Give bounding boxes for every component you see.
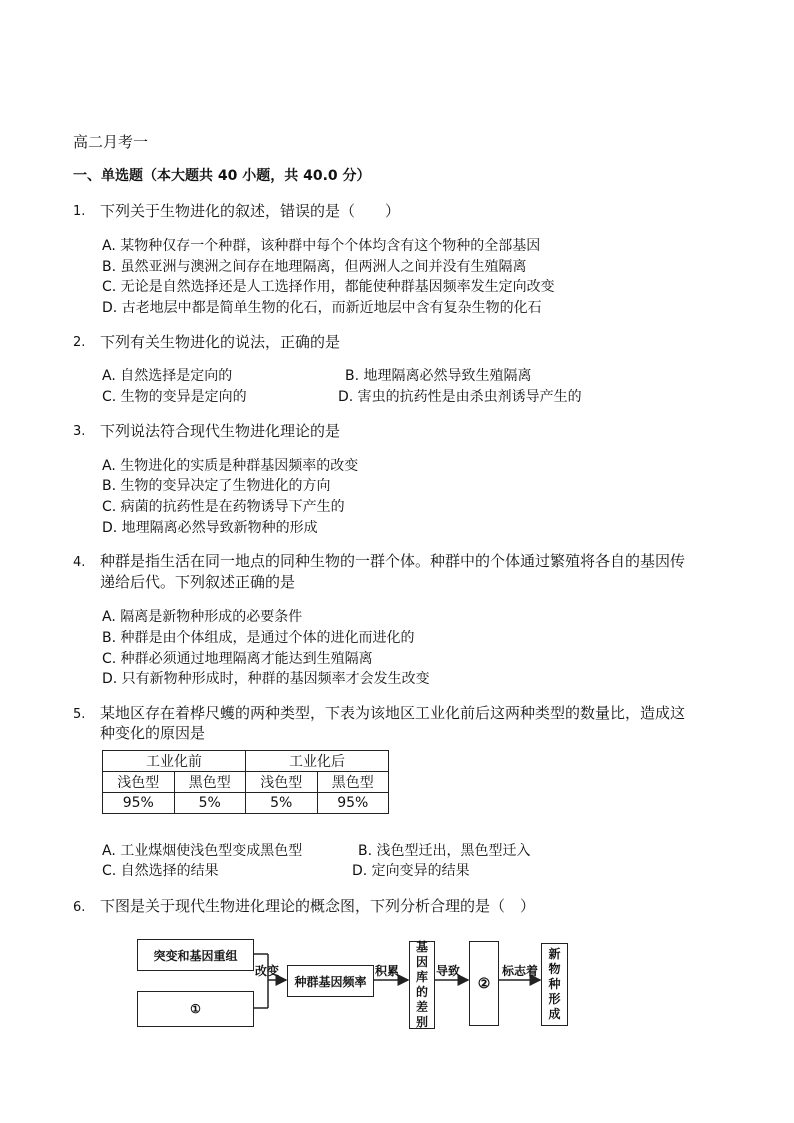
box-circle-2: ② [469, 941, 499, 1026]
question-5-option-c: C. 自然选择的结果 [102, 863, 219, 879]
question-1-number: 1. [73, 204, 86, 219]
question-2-option-a: A. 自然选择是定向的 [102, 368, 233, 384]
question-5-option-a: A. 工业煤烟使浅色型变成黑色型 [102, 843, 303, 859]
table-subheader: 黑色型 [174, 772, 246, 793]
table-subheader: 浅色型 [246, 772, 318, 793]
table-cell: 95% [317, 793, 389, 814]
question-4-option-c: C. 种群必须通过地理隔离才能达到生殖隔离 [102, 651, 373, 667]
question-1-text: 下列关于生物进化的叙述，错误的是（ ） [100, 202, 401, 220]
question-6-text: 下图是关于现代生物进化理论的概念图，下列分析合理的是（ ） [100, 897, 536, 915]
question-5-text-line-1: 某地区存在着桦尺蠖的两种类型，下表为该地区工业化前后这两种类型的数量比，造成这 [100, 704, 686, 722]
question-3-option-b: B. 生物的变异决定了生物进化的方向 [102, 478, 331, 494]
question-3-text: 下列说法符合现代生物进化理论的是 [100, 422, 341, 440]
question-3-option-d: D. 地理隔离必然导致新物种的形成 [102, 520, 318, 536]
question-4-text-line-2: 递给后代。下列叙述正确的是 [100, 573, 296, 591]
question-2-number: 2. [73, 335, 86, 350]
question-4-option-d: D. 只有新物种形成时，种群的基因频率才会发生改变 [102, 671, 430, 687]
question-3-option-c: C. 病菌的抗药性是在药物诱导下产生的 [102, 499, 345, 515]
table-group-header: 工业化前 [103, 751, 246, 772]
question-1-option-c: C. 无论是自然选择还是人工选择作用，都能使种群基因频率发生定向改变 [102, 279, 555, 295]
box-gene-frequency: 种群基因频率 [287, 965, 374, 997]
question-2-text: 下列有关生物进化的说法，正确的是 [100, 333, 341, 351]
page-title: 高二月考一 [73, 133, 149, 151]
table-cell: 5% [246, 793, 318, 814]
question-1-option-a: A. 某物种仅存一个种群，该种群中每个个体均含有这个物种的全部基因 [102, 238, 541, 254]
question-4-option-b: B. 种群是由个体组成，是通过个体的进化而进化的 [102, 630, 415, 646]
question-5-text-line-2: 种变化的原因是 [100, 724, 206, 742]
box-new-species-label: 新物种形成 [548, 947, 561, 1021]
question-4-text-line-1: 种群是指生活在同一地点的同种生物的一群个体。种群中的个体通过繁殖将各自的基因传 [100, 552, 686, 570]
question-6-number: 6. [73, 900, 86, 915]
box-circle-1: ① [137, 991, 254, 1027]
question-2-option-d: D. 害虫的抗药性是由杀虫剂诱导产生的 [338, 389, 582, 405]
question-4-option-a: A. 隔离是新物种形成的必要条件 [102, 609, 303, 625]
label-change: 改变 [255, 964, 280, 978]
label-lead-to: 导致 [436, 964, 461, 978]
question-5-option-b: B. 浅色型迁出，黑色型迁入 [358, 843, 531, 859]
box-gene-pool-difference [409, 941, 435, 1029]
question-3-number: 3. [73, 424, 86, 439]
table-cell: 5% [174, 793, 246, 814]
question-5-number: 5. [73, 707, 86, 722]
box-gene-pool-label: 基因库的差别 [415, 940, 428, 1029]
table-cell: 95% [103, 793, 175, 814]
table-group-header: 工业化后 [246, 751, 389, 772]
question-2-option-b: B. 地理隔离必然导致生殖隔离 [345, 368, 532, 384]
question-1-option-d: D. 古老地层中都是简单生物的化石，而新近地层中含有复杂生物的化石 [102, 300, 542, 316]
label-accumulate: 积累 [375, 964, 400, 978]
question-4-number: 4. [73, 555, 86, 570]
table-subheader: 黑色型 [317, 772, 389, 793]
question-3-option-a: A. 生物进化的实质是种群基因频率的改变 [102, 458, 359, 474]
question-1-option-b: B. 虽然亚洲与澳洲之间存在地理隔离，但两洲人之间并没有生殖隔离 [102, 259, 527, 275]
label-marks: 标志着 [502, 964, 539, 978]
box-mutation-recombination: 突变和基因重组 [137, 939, 254, 971]
question-5-option-d: D. 定向变异的结果 [352, 863, 470, 879]
box-new-species [541, 943, 568, 1026]
table-subheader: 浅色型 [103, 772, 175, 793]
question-2-option-c: C. 生物的变异是定向的 [102, 389, 247, 405]
section-heading: 一、单选题（本大题共 40 小题，共 40.0 分） [73, 168, 371, 184]
